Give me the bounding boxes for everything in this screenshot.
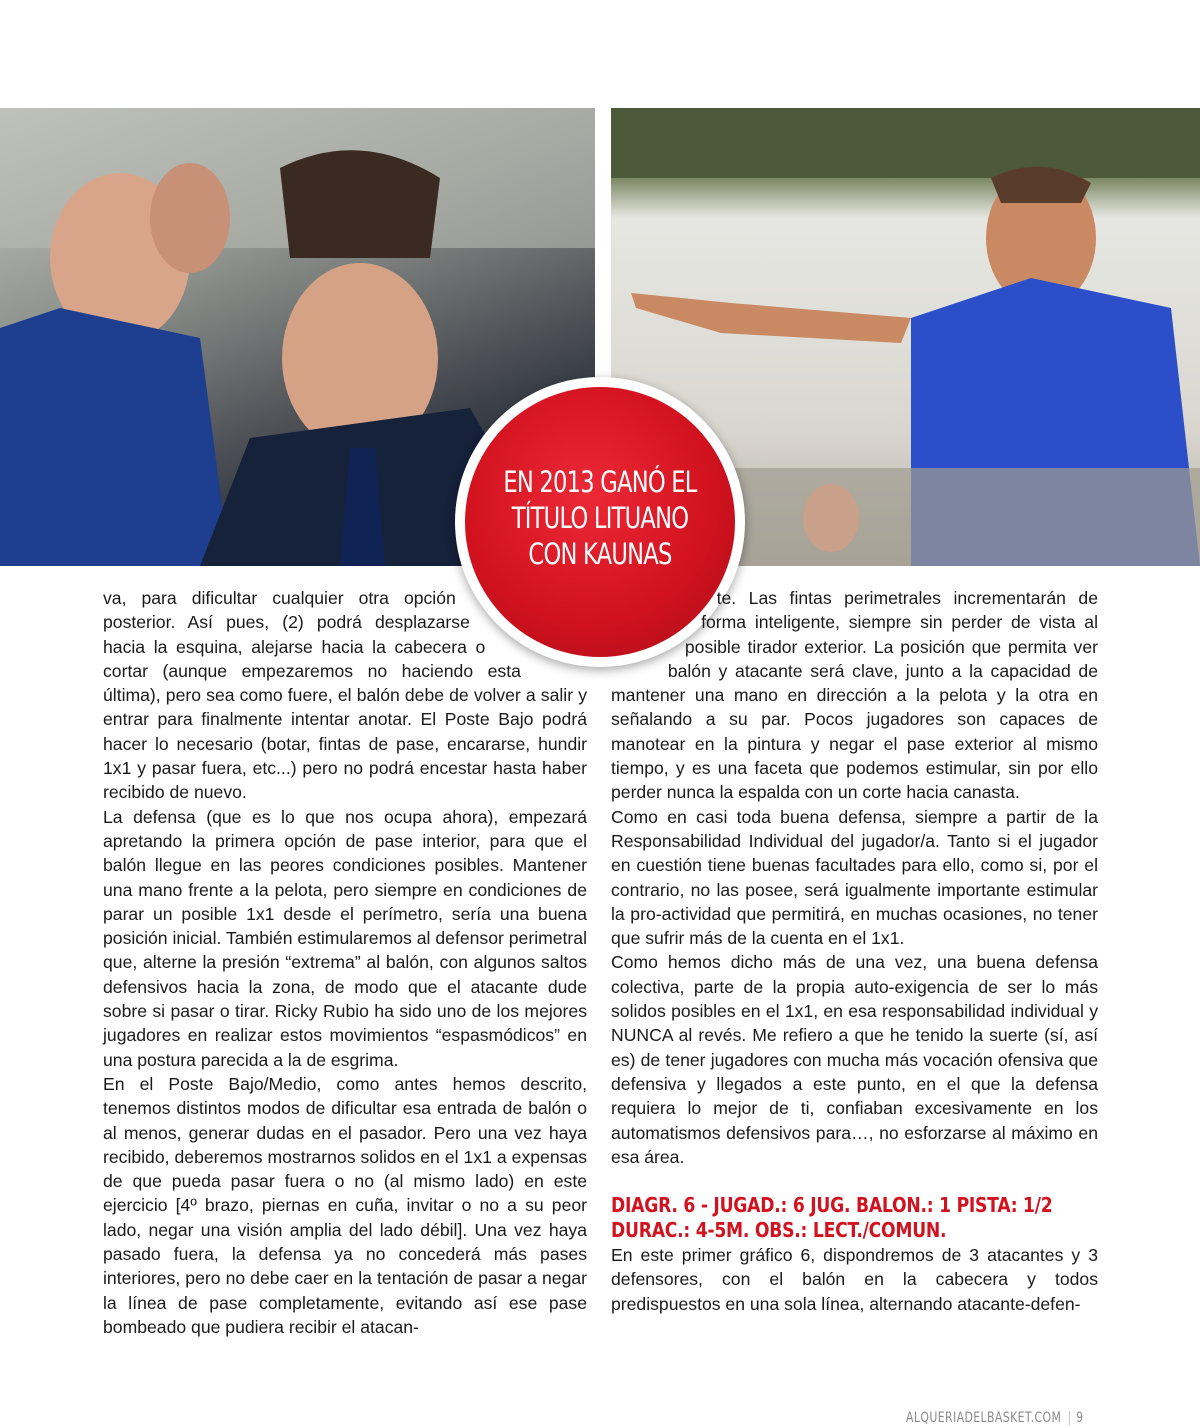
left-paragraph-1: va, para dificultar cualquier otra opción posterior. Así pues, (2) podrá desplazarse hacia la esquina, alejarse hacia la cabecera o cortar (aunque empezaremos no haciendo esta última), pero sea como fuere, el balón debe de volver a salir y entrar para finalmente intentar anotar. El Poste Bajo podrá hacer lo necesario (botar, fintas de pase, encararse, hundir 1x1 y pasar fuera, etc...) pero no podrá encestar hasta haber recibido de nuevo.	[103, 588, 587, 803]
diagram-heading-line-2: DURAC.: 4-5M. OBS.: LECT./COMUN.	[611, 1218, 947, 1243]
article-column-left	[103, 586, 587, 1339]
right-paragraph-2: Como en casi toda buena defensa, siempre a partir de la Responsabilidad Individual del jugador/a. Tanto si el jugador en cuestión tiene buenas facultades para ello, como si, por el contrario, no las posee, será igualmente importante estimular la pro-actividad que permitirá, en muchas ocasiones, no tener que sufrir más de la cuenta en el 1x1.	[611, 806, 1098, 949]
diagram-paragraph: En este primer gráfico 6, dispondremos de 3 atacantes y 3 defensores, con el balón en la cabecera y todos predispuestos en una sola línea, alternando atacante-defen-	[611, 1245, 1098, 1314]
footer-divider	[1069, 1411, 1070, 1425]
page-number: 9	[1076, 1410, 1084, 1426]
diagram-heading-line-1: DIAGR. 6 - JUGAD.: 6 JUG. BALON.: 1 PISTA: 1/2	[611, 1193, 1053, 1218]
footer-site: ALQUERIADELBASKET.COM	[906, 1410, 1062, 1426]
left-paragraph-2: La defensa (que es lo que nos ocupa ahora), empezará apretando la primera opción de pase interior, para que el balón llegue en las peores condiciones posibles. Mantener una mano frente a la pelota, pero siempre en condiciones de parar un posible 1x1 desde el perímetro, sería una buena posición inicial. También estimularemos al defensor perimetral que, alterne la presión “extrema” al balón, con algunos saltos defensivos hacia la zona, de modo que el atacante dude sobre si pasar o tirar. Ricky Rubio ha sido uno de los mejores jugadores en realizar estos movimientos “espasmódicos” en una postura parecida a la de esgrima.	[103, 806, 587, 1070]
article-column-right	[611, 586, 1098, 1316]
page-footer	[906, 1410, 1084, 1426]
right-paragraph-1: te. Las fintas perimetrales incrementarán de forma inteligente, siempre sin perder de vista al posible tirador exterior. La posición que permita ver balón y atacante será clave, junto a la capacidad de mantener una mano en dirección a la pelota y la otra en señalando a su par. Pocos jugadores son capaces de manotear en la pintura y negar el pase exterior al mismo tiempo, y es una faceta que podemos estimular, sin por ello perder nunca la espalda con un corte hacia canasta.	[611, 588, 1098, 803]
left-paragraph-3: En el Poste Bajo/Medio, como antes hemos descrito, tenemos distintos modos de dificultar esa entrada de balón o al menos, generar dudas en el pasador. Pero una vez haya recibido, deberemos mostrarnos solidos en el 1x1 a expensas de que pueda pasar fuera o no (al mismo lado) en este ejercicio [4º brazo, piernas en cuña, invitar o no a su peor lado, negar una visión amplia del lado débil]. Una vez haya pasado fuera, la defensa ya no concederá más pases interiores, pero no debe caer en la tentación de pasar a negar la línea de pase completamente, evitando así ese pase bombeado que pudiera recibir el atacan-	[103, 1073, 587, 1337]
right-paragraph-3: Como hemos dicho más de una vez, una buena defensa colectiva, parte de la propia auto-exigencia de ser lo más solidos posibles en el 1x1, en esa responsabilidad individual y NUNCA al revés. Me refiero a que he tenido la suerte (sí, así es) de tener jugadores con mucha más vocación ofensiva que defensiva y llegados a este punto, en el que la defensa requiera lo mejor de ti, confiaban excesivamente en los automatismos defensivos para…, no esforzarse al máximo en esa área.	[611, 952, 1098, 1167]
quote-badge-text: EN 2013 GANÓ EL TÍTULO LITUANO CON KAUNAS	[503, 465, 697, 571]
